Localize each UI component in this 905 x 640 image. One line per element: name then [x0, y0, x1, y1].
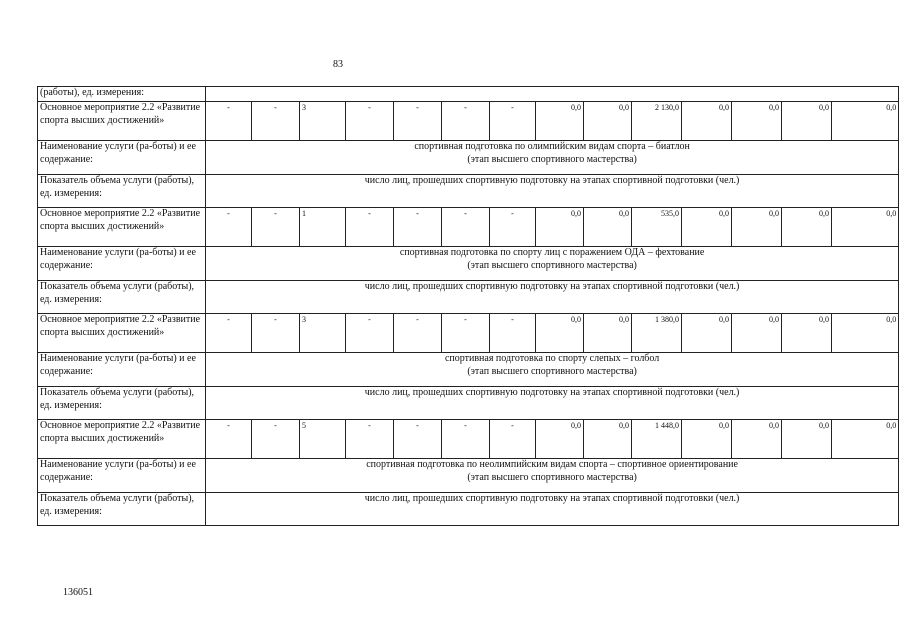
value-cell: 1 380,0 [632, 314, 682, 353]
value-cell: - [346, 420, 394, 459]
indicator-description [206, 387, 899, 420]
service-label: Наименование услуги (ра-боты) и ее содержание: [38, 459, 206, 493]
value-cell: 5 [300, 420, 346, 459]
value-cell: 1 [300, 208, 346, 247]
page-number: 83 [333, 59, 343, 70]
value-cell: - [206, 314, 252, 353]
service-label: Наименование услуги (ра-боты) и ее содержание: [38, 141, 206, 175]
value-cell: 2 130,0 [632, 102, 682, 141]
continuation-row [38, 87, 899, 102]
value-cell: 0,0 [782, 208, 832, 247]
measure-label: Основное мероприятие 2.2 «Развитие спорта высших достижений» [38, 314, 206, 353]
indicator-description [206, 175, 899, 208]
indicator-row [38, 493, 899, 526]
value-cell: 0,0 [782, 420, 832, 459]
service-row [38, 141, 899, 175]
empty-span-cell [206, 87, 899, 102]
value-cell: 0,0 [682, 208, 732, 247]
value-cell: - [346, 102, 394, 141]
indicator-description [206, 493, 899, 526]
value-cell: - [442, 314, 490, 353]
service-description [206, 459, 899, 493]
value-cell: - [206, 102, 252, 141]
value-cell: 0,0 [536, 208, 584, 247]
value-cell: 0,0 [682, 102, 732, 141]
measure-label: Основное мероприятие 2.2 «Развитие спорта высших достижений» [38, 208, 206, 247]
value-cell: 0,0 [832, 314, 899, 353]
value-cell: 0,0 [832, 102, 899, 141]
measure-label: Основное мероприятие 2.2 «Развитие спорта высших достижений» [38, 420, 206, 459]
value-cell: 535,0 [632, 208, 682, 247]
value-cell: - [490, 102, 536, 141]
value-cell: - [346, 208, 394, 247]
value-cell: - [252, 314, 300, 353]
value-cell: 1 448,0 [632, 420, 682, 459]
service-row [38, 459, 899, 493]
indicator-label: Показатель объема услуги (работы), ед. измерения: [38, 281, 206, 314]
value-cell: 0,0 [536, 102, 584, 141]
value-cell: 0,0 [682, 420, 732, 459]
indicator-row [38, 387, 899, 420]
service-name-text: спортивная подготовка по спорту слепых – голбол [444, 353, 660, 364]
value-cell: 0,0 [782, 314, 832, 353]
service-stage-text: (этап высшего спортивного мастерства) [467, 259, 637, 271]
value-cell: 0,0 [732, 102, 782, 141]
value-cell: - [252, 102, 300, 141]
service-row [38, 353, 899, 387]
state-program-table [37, 86, 899, 526]
value-cell: - [490, 208, 536, 247]
measure-row [38, 420, 899, 459]
indicator-text: число лиц, прошедших спортивную подготовку на этапах спортивной подготовки (чел.) [364, 387, 740, 398]
indicator-label: Показатель объема услуги (работы), ед. измерения: [38, 493, 206, 526]
indicator-row [38, 281, 899, 314]
indicator-description [206, 281, 899, 314]
value-cell: 0,0 [584, 102, 632, 141]
value-cell: 0,0 [584, 314, 632, 353]
service-name-text: спортивная подготовка по олимпийским видам спорта – биатлон [414, 141, 690, 152]
value-cell: - [394, 102, 442, 141]
value-cell: - [252, 420, 300, 459]
indicator-text: число лиц, прошедших спортивную подготовку на этапах спортивной подготовки (чел.) [364, 281, 740, 292]
value-cell: - [206, 208, 252, 247]
value-cell: - [346, 314, 394, 353]
row-label: (работы), ед. измерения: [38, 87, 206, 102]
value-cell: - [490, 420, 536, 459]
value-cell: - [394, 208, 442, 247]
value-cell: 3 [300, 102, 346, 141]
value-cell: 0,0 [584, 420, 632, 459]
service-stage-text: (этап высшего спортивного мастерства) [467, 365, 637, 377]
indicator-text: число лиц, прошедших спортивную подготовку на этапах спортивной подготовки (чел.) [364, 493, 740, 504]
value-cell: 0,0 [536, 420, 584, 459]
value-cell: - [490, 314, 536, 353]
service-description [206, 247, 899, 281]
measure-row [38, 314, 899, 353]
value-cell: 0,0 [732, 420, 782, 459]
service-name-text: спортивная подготовка по неолимпийским видам спорта – спортивное ориентирование [366, 459, 738, 470]
value-cell: 0,0 [832, 420, 899, 459]
value-cell: - [252, 208, 300, 247]
value-cell: 0,0 [832, 208, 899, 247]
measure-label: Основное мероприятие 2.2 «Развитие спорта высших достижений» [38, 102, 206, 141]
measure-row [38, 102, 899, 141]
value-cell: 0,0 [782, 102, 832, 141]
value-cell: - [394, 314, 442, 353]
value-cell: 3 [300, 314, 346, 353]
value-cell: 0,0 [732, 208, 782, 247]
measure-row [38, 208, 899, 247]
indicator-label: Показатель объема услуги (работы), ед. измерения: [38, 175, 206, 208]
value-cell: - [442, 102, 490, 141]
indicator-label: Показатель объема услуги (работы), ед. измерения: [38, 387, 206, 420]
indicator-row [38, 175, 899, 208]
service-label: Наименование услуги (ра-боты) и ее содержание: [38, 247, 206, 281]
document-code: 136051 [63, 587, 93, 598]
service-name-text: спортивная подготовка по спорту лиц с поражением ОДА – фехтование [399, 247, 705, 258]
value-cell: 0,0 [682, 314, 732, 353]
value-cell: 0,0 [536, 314, 584, 353]
service-stage-text: (этап высшего спортивного мастерства) [467, 471, 637, 483]
service-row [38, 247, 899, 281]
service-label: Наименование услуги (ра-боты) и ее содержание: [38, 353, 206, 387]
indicator-text: число лиц, прошедших спортивную подготовку на этапах спортивной подготовки (чел.) [364, 175, 740, 186]
value-cell: 0,0 [584, 208, 632, 247]
value-cell: - [442, 420, 490, 459]
value-cell: 0,0 [732, 314, 782, 353]
value-cell: - [206, 420, 252, 459]
service-description [206, 141, 899, 175]
value-cell: - [442, 208, 490, 247]
value-cell: - [394, 420, 442, 459]
service-description [206, 353, 899, 387]
service-stage-text: (этап высшего спортивного мастерства) [467, 153, 637, 165]
